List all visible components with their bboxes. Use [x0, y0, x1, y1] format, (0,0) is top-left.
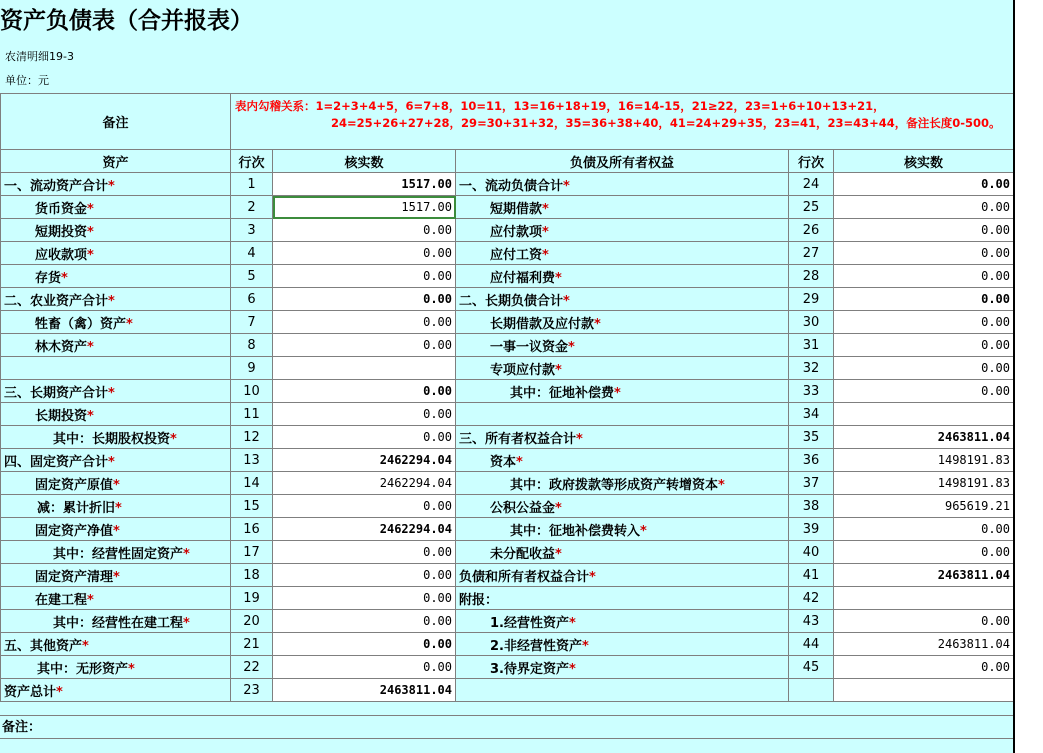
asset-item-label: [1, 564, 231, 587]
item-name: 应付福利费: [490, 270, 556, 286]
liability-line-number: 43: [789, 610, 834, 633]
required-mark: *: [87, 408, 94, 424]
asset-item-label: [1, 357, 231, 380]
required-mark: *: [614, 385, 621, 401]
liability-item-label: [456, 679, 789, 702]
liability-value-cell[interactable]: [834, 587, 1014, 610]
liability-value-cell[interactable]: 2463811.04: [834, 633, 1014, 656]
liability-line-number: 28: [789, 265, 834, 288]
liability-item-label: [456, 288, 789, 311]
liability-line-number: 40: [789, 541, 834, 564]
required-mark: *: [555, 270, 562, 286]
asset-line-number: 20: [231, 610, 273, 633]
asset-line-number: 14: [231, 472, 273, 495]
asset-value-cell[interactable]: 0.00: [273, 633, 456, 656]
liability-item-label: [456, 403, 789, 426]
asset-line-number: 21: [231, 633, 273, 656]
liability-line-number: 27: [789, 242, 834, 265]
table-row: [1, 633, 1014, 656]
item-name: 应付款项: [490, 224, 543, 240]
required-mark: *: [87, 339, 94, 355]
required-mark: *: [718, 477, 725, 493]
asset-item-label: [1, 587, 231, 610]
table-row: [1, 679, 1014, 702]
asset-item-label: [1, 495, 231, 518]
table-row: [1, 518, 1014, 541]
liability-value-cell[interactable]: 965619.21: [834, 495, 1014, 518]
item-name: 三、所有者权益合计: [459, 431, 577, 447]
table-row: [1, 426, 1014, 449]
item-name: 资产总计: [4, 684, 57, 700]
asset-item-label: [1, 219, 231, 242]
required-mark: *: [108, 178, 115, 194]
required-mark: *: [61, 270, 68, 286]
asset-item-label: [1, 242, 231, 265]
asset-item-label: [1, 265, 231, 288]
item-name: 三、长期资产合计: [4, 385, 109, 401]
asset-item-label: [1, 656, 231, 679]
liability-line-number: 31: [789, 334, 834, 357]
table-row: [1, 403, 1014, 426]
asset-item-label: [1, 449, 231, 472]
asset-line-number: 4: [231, 242, 273, 265]
liability-line-number: 33: [789, 380, 834, 403]
asset-value-cell[interactable]: 0.00: [273, 403, 456, 426]
asset-line-number: 17: [231, 541, 273, 564]
asset-value-cell[interactable]: 1517.00: [273, 173, 456, 196]
item-name: 短期借款: [490, 201, 543, 217]
table-row: [1, 587, 1014, 610]
asset-line-number: 16: [231, 518, 273, 541]
liability-line-number: 42: [789, 587, 834, 610]
asset-value-cell[interactable]: [273, 357, 456, 380]
required-mark: *: [183, 546, 190, 562]
item-name: 减：累计折旧: [37, 500, 116, 516]
item-name: 长期投资: [35, 408, 88, 424]
liability-item-label: [456, 564, 789, 587]
validation-rules-line2: 24=25+26+27+28，29=30+31+32，35=36+38+40，41=24+29+35，23=41，23=43+44，备注长度0-500。: [331, 116, 1001, 130]
item-name: 负债和所有者权益合计: [459, 569, 590, 585]
required-mark: *: [563, 178, 570, 194]
table-row: [1, 656, 1014, 679]
asset-line-number: 2: [231, 196, 273, 219]
table-row: [1, 380, 1014, 403]
item-name: 应付工资: [490, 247, 543, 263]
item-name: 公积公益金: [490, 500, 556, 516]
liability-value-cell[interactable]: 2463811.04: [834, 426, 1014, 449]
table-row: [1, 219, 1014, 242]
item-name: 固定资产清理: [35, 569, 114, 585]
required-mark: *: [87, 224, 94, 240]
liability-line-number: 34: [789, 403, 834, 426]
asset-item-label: [1, 380, 231, 403]
table-row: [1, 311, 1014, 334]
asset-value-cell[interactable]: 0.00: [273, 610, 456, 633]
item-name: 3.待界定资产: [490, 661, 569, 677]
required-mark: *: [568, 661, 576, 677]
asset-line-number: 7: [231, 311, 273, 334]
report-title: 资产负债表（合并报表）: [0, 7, 253, 34]
liability-item-label: [456, 173, 789, 196]
liability-value-cell[interactable]: 0.00: [834, 610, 1014, 633]
item-name: 其中：政府拨款等形成资产转增资本: [510, 477, 719, 493]
item-name: 资本: [490, 454, 517, 470]
item-name: 五、其他资产: [4, 638, 83, 654]
table-row: [1, 564, 1014, 587]
required-mark: *: [542, 247, 549, 263]
table-row: [1, 449, 1014, 472]
report-subtitle: 农清明细19-3: [5, 50, 74, 63]
asset-line-number: 11: [231, 403, 273, 426]
item-name: 其中：无形资产: [37, 661, 129, 677]
item-name: 一、流动资产合计: [4, 178, 109, 194]
asset-line-number: 19: [231, 587, 273, 610]
required-mark: *: [594, 316, 601, 332]
liability-line-number: 24: [789, 173, 834, 196]
item-name: 长期借款及应付款: [490, 316, 595, 332]
required-mark: *: [640, 523, 647, 539]
asset-item-label: [1, 173, 231, 196]
item-name: 货币资金: [35, 201, 88, 217]
item-name: 林木资产: [35, 339, 88, 355]
asset-value-cell[interactable]: 0.00: [273, 587, 456, 610]
liability-line-number: 37: [789, 472, 834, 495]
asset-item-label: [1, 288, 231, 311]
liability-item-label: [456, 472, 789, 495]
required-mark: *: [82, 638, 89, 654]
asset-line-number: 5: [231, 265, 273, 288]
liability-value-cell[interactable]: 0.00: [834, 357, 1014, 380]
liability-line-number: 30: [789, 311, 834, 334]
asset-item-label: [1, 196, 231, 219]
item-name: 牲畜（禽）资产: [35, 316, 127, 332]
required-mark: *: [555, 546, 562, 562]
required-mark: *: [170, 431, 177, 447]
liability-value-cell[interactable]: 0.00: [834, 656, 1014, 679]
liability-line-number: 26: [789, 219, 834, 242]
liability-item-label: [456, 426, 789, 449]
table-row: [1, 242, 1014, 265]
item-name: 短期投资: [35, 224, 88, 240]
table-row: [1, 610, 1014, 633]
required-mark: *: [126, 316, 133, 332]
asset-value-cell[interactable]: 1517.00: [273, 196, 456, 219]
asset-value-cell[interactable]: 0.00: [273, 219, 456, 242]
asset-item-label: [1, 426, 231, 449]
memo-row: [1, 94, 1014, 150]
required-mark: *: [87, 201, 94, 217]
liability-item-label: [456, 449, 789, 472]
item-name: 专项应付款: [490, 362, 556, 378]
required-mark: *: [128, 661, 135, 677]
item-name: 二、长期负债合计: [459, 293, 564, 309]
asset-value-cell[interactable]: 0.00: [273, 495, 456, 518]
liability-item-label: [456, 656, 789, 679]
liability-value-cell[interactable]: 0.00: [834, 265, 1014, 288]
unit-label: 单位：元: [5, 74, 49, 87]
asset-line-number: 22: [231, 656, 273, 679]
required-mark: *: [568, 615, 576, 631]
liability-value-cell[interactable]: 0.00: [834, 288, 1014, 311]
asset-value-cell[interactable]: 0.00: [273, 265, 456, 288]
asset-line-number: 6: [231, 288, 273, 311]
required-mark: *: [87, 592, 94, 608]
table-row: [1, 495, 1014, 518]
asset-value-cell[interactable]: 0.00: [273, 242, 456, 265]
liability-item-label: [456, 380, 789, 403]
required-mark: *: [56, 684, 63, 700]
liability-value-cell[interactable]: 0.00: [834, 311, 1014, 334]
liability-value-cell[interactable]: 0.00: [834, 242, 1014, 265]
liability-item-label: [456, 610, 789, 633]
table-row: [1, 472, 1014, 495]
validation-rules-line1: 表内勾稽关系：1=2+3+4+5，6=7+8，10=11，13=16+18+19，16=14-15，21≥22，23=1+6+10+13+21，: [235, 99, 885, 113]
asset-value-cell[interactable]: 0.00: [273, 311, 456, 334]
asset-line-number: 15: [231, 495, 273, 518]
required-mark: *: [542, 201, 549, 217]
required-mark: *: [108, 293, 115, 309]
liability-item-label: [456, 495, 789, 518]
item-name: 四、固定资产合计: [4, 454, 109, 470]
asset-value-cell[interactable]: 0.00: [273, 564, 456, 587]
asset-value-cell[interactable]: 2462294.04: [273, 518, 456, 541]
item-name: 固定资产原值: [35, 477, 114, 493]
balance-sheet-table: [0, 93, 1013, 702]
liability-line-number: 38: [789, 495, 834, 518]
liability-value-cell[interactable]: 1498191.83: [834, 472, 1014, 495]
liability-value-cell[interactable]: 0.00: [834, 518, 1014, 541]
required-mark: *: [115, 500, 122, 516]
required-mark: *: [108, 454, 115, 470]
required-mark: *: [555, 500, 562, 516]
liability-line-number: 36: [789, 449, 834, 472]
asset-line-number: 10: [231, 380, 273, 403]
asset-line-number: 8: [231, 334, 273, 357]
asset-item-label: [1, 334, 231, 357]
liability-line-number: 32: [789, 357, 834, 380]
required-mark: *: [568, 339, 575, 355]
table-row: [1, 265, 1014, 288]
liability-item-label: [456, 219, 789, 242]
liability-item-label: [456, 633, 789, 656]
liability-value-cell[interactable]: [834, 403, 1014, 426]
footer-note[interactable]: 备注：: [0, 715, 1013, 739]
header-line-left: 行次: [231, 150, 273, 173]
asset-line-number: 12: [231, 426, 273, 449]
asset-line-number: 9: [231, 357, 273, 380]
item-name: 附报：: [459, 592, 499, 608]
item-name: 其中：征地补偿费: [510, 385, 615, 401]
table-row: [1, 357, 1014, 380]
asset-value-cell[interactable]: 2462294.04: [273, 472, 456, 495]
liability-value-cell[interactable]: 0.00: [834, 380, 1014, 403]
required-mark: *: [183, 615, 190, 631]
required-mark: *: [542, 224, 549, 240]
liability-value-cell[interactable]: [834, 679, 1014, 702]
item-name: 2.非经营性资产: [490, 638, 582, 654]
item-name: 应收款项: [35, 247, 88, 263]
liability-line-number: 39: [789, 518, 834, 541]
required-mark: *: [555, 362, 562, 378]
header-line-right: 行次: [789, 150, 834, 173]
sheet-right-border: [1013, 0, 1015, 753]
asset-value-cell[interactable]: 0.00: [273, 541, 456, 564]
item-name: 其中：经营性固定资产: [53, 546, 184, 562]
required-mark: *: [589, 569, 596, 585]
header-liability: 负债及所有者权益: [456, 150, 789, 173]
item-name: 其中：经营性在建工程: [53, 615, 184, 631]
asset-item-label: [1, 541, 231, 564]
liability-item-label: [456, 196, 789, 219]
item-name: 其中：征地补偿费转入: [510, 523, 641, 539]
asset-line-number: 13: [231, 449, 273, 472]
item-name: 一事一议资金: [490, 339, 569, 355]
required-mark: *: [563, 293, 570, 309]
table-row: [1, 334, 1014, 357]
asset-item-label: [1, 311, 231, 334]
liability-value-cell[interactable]: 0.00: [834, 219, 1014, 242]
asset-value-cell[interactable]: 0.00: [273, 426, 456, 449]
asset-item-label: [1, 403, 231, 426]
asset-item-label: [1, 472, 231, 495]
liability-value-cell[interactable]: 0.00: [834, 196, 1014, 219]
liability-item-label: [456, 265, 789, 288]
liability-line-number: [789, 679, 834, 702]
validation-rules-note: [231, 94, 1014, 150]
liability-value-cell[interactable]: 2463811.04: [834, 564, 1014, 587]
item-name: 一、流动负债合计: [459, 178, 564, 194]
asset-line-number: 3: [231, 219, 273, 242]
asset-item-label: [1, 633, 231, 656]
liability-item-label: [456, 518, 789, 541]
item-name: 固定资产净值: [35, 523, 114, 539]
item-name: 二、农业资产合计: [4, 293, 109, 309]
required-mark: *: [576, 431, 583, 447]
liability-item-label: [456, 357, 789, 380]
asset-value-cell[interactable]: 0.00: [273, 334, 456, 357]
header-value-left: 核实数: [273, 150, 456, 173]
liability-line-number: 45: [789, 656, 834, 679]
item-name: 其中：长期股权投资: [53, 431, 171, 447]
liability-line-number: 35: [789, 426, 834, 449]
liability-item-label: [456, 334, 789, 357]
liability-value-cell[interactable]: 1498191.83: [834, 449, 1014, 472]
liability-item-label: [456, 311, 789, 334]
liability-item-label: [456, 242, 789, 265]
table-row: [1, 173, 1014, 196]
header-value-right: 核实数: [834, 150, 1014, 173]
asset-value-cell[interactable]: 2463811.04: [273, 679, 456, 702]
table-row: [1, 196, 1014, 219]
memo-label: 备注: [1, 94, 231, 150]
item-name: 存货: [35, 270, 62, 286]
asset-line-number: 1: [231, 173, 273, 196]
liability-line-number: 29: [789, 288, 834, 311]
asset-line-number: 23: [231, 679, 273, 702]
liability-item-label: [456, 587, 789, 610]
item-name: 未分配收益: [490, 546, 556, 562]
item-name: 1.经营性资产: [490, 615, 569, 631]
asset-value-cell[interactable]: 0.00: [273, 656, 456, 679]
item-name: 在建工程: [35, 592, 88, 608]
required-mark: *: [113, 523, 120, 539]
required-mark: *: [113, 569, 120, 585]
liability-line-number: 44: [789, 633, 834, 656]
table-row: [1, 288, 1014, 311]
liability-line-number: 25: [789, 196, 834, 219]
required-mark: *: [108, 385, 115, 401]
liability-item-label: [456, 541, 789, 564]
liability-line-number: 41: [789, 564, 834, 587]
liability-value-cell[interactable]: 0.00: [834, 334, 1014, 357]
required-mark: *: [516, 454, 523, 470]
asset-line-number: 18: [231, 564, 273, 587]
asset-value-cell[interactable]: 2462294.04: [273, 449, 456, 472]
table-row: [1, 541, 1014, 564]
required-mark: *: [581, 638, 589, 654]
header-asset: 资产: [1, 150, 231, 173]
asset-item-label: [1, 610, 231, 633]
asset-item-label: [1, 518, 231, 541]
liability-value-cell[interactable]: 0.00: [834, 541, 1014, 564]
required-mark: *: [113, 477, 120, 493]
asset-value-cell[interactable]: 0.00: [273, 380, 456, 403]
required-mark: *: [87, 247, 94, 263]
header-row: [1, 150, 1014, 173]
asset-value-cell[interactable]: 0.00: [273, 288, 456, 311]
liability-value-cell[interactable]: 0.00: [834, 173, 1014, 196]
asset-item-label: [1, 679, 231, 702]
